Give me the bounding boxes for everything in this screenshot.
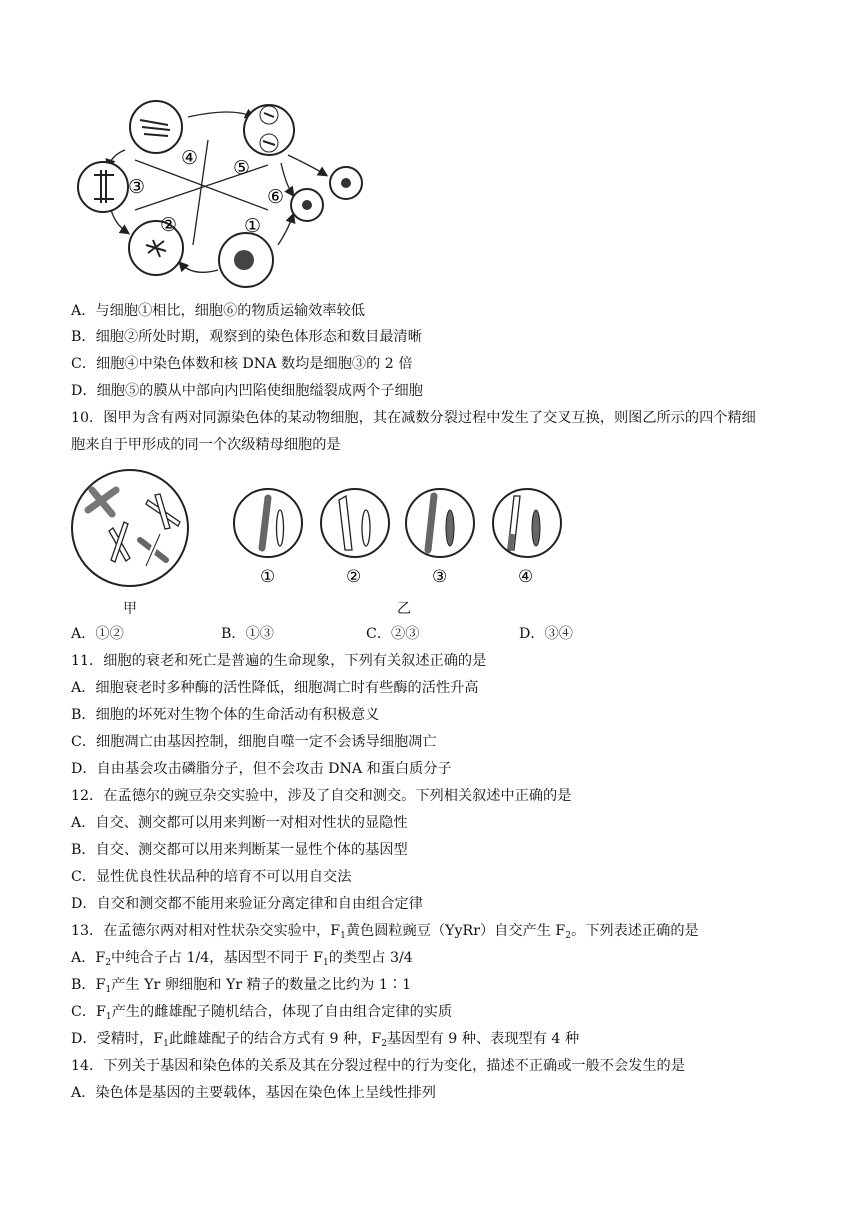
cell-yi-2 bbox=[321, 489, 389, 557]
cell-yi-1 bbox=[234, 489, 302, 557]
label-4: ④ bbox=[181, 147, 199, 169]
q13-option-a: A．$F_2$中纯合子占 1/4，基因型不同于 $F_1$的类型占 3/4 bbox=[71, 950, 413, 968]
q10-option-d: D．③④ bbox=[519, 626, 573, 642]
q11-option-a: A．细胞衰老时多种酶的活性降低，细胞凋亡时有些酶的活性升高 bbox=[71, 680, 479, 696]
q10-stem-line2: 胞来自于甲形成的同一个次级精母细胞的是 bbox=[71, 437, 341, 453]
q14-stem: 14．下列关于基因和染色体的关系及其在分裂过程中的行为变化，描述不正确或一般不会发生的是 bbox=[71, 1058, 685, 1074]
q10-option-b: B．①③ bbox=[221, 626, 274, 642]
q13-stem: 13．在孟德尔两对相对性状杂交实验中，$F_1$黄色圆粒豌豆（YyRr）自交产生 $F_2$。下列表述正确的是 bbox=[71, 923, 699, 941]
q12-option-d: D．自交和测交都不能用来验证分离定律和自由组合定律 bbox=[71, 896, 423, 912]
q12-option-c: C．显性优良性状品种的培育不可以用自交法 bbox=[71, 869, 352, 885]
label-2: ② bbox=[160, 214, 178, 236]
q9-option-c: C．细胞④中染色体数和核 DNA 数均是细胞③的 2 倍 bbox=[71, 356, 413, 372]
cell-5 bbox=[244, 105, 294, 155]
q13-option-c: C．$F_1$产生的雌雄配子随机结合，体现了自由组合定律的实质 bbox=[71, 1004, 453, 1022]
label-3: ③ bbox=[128, 176, 146, 198]
q13-option-b: B．$F_1$产生 Yr 卵细胞和 Yr 精子的数量之比约为 1∶1 bbox=[71, 977, 412, 995]
cell-yi-3 bbox=[406, 489, 474, 557]
q12-option-a: A．自交、测交都可以用来判断一对相对性状的显隐性 bbox=[71, 815, 408, 831]
figure-label-jia: 甲 bbox=[123, 601, 137, 617]
figure-label-yi: 乙 bbox=[397, 601, 411, 617]
q9-option-d: D．细胞⑤的膜从中部向内凹陷使细胞缢裂成两个子细胞 bbox=[71, 383, 423, 399]
q12-option-b: B．自交、测交都可以用来判断某一显性个体的基因型 bbox=[71, 842, 408, 858]
q9-option-a: A．与细胞①相比，细胞⑥的物质运输效率较低 bbox=[71, 303, 365, 319]
label-5: ⑤ bbox=[233, 157, 251, 179]
q9-option-b: B．细胞②所处时期，观察到的染色体形态和数目最清晰 bbox=[71, 329, 422, 345]
q10-options bbox=[71, 624, 573, 644]
q14-option-a: A．染色体是基因的主要载体，基因在染色体上呈线性排列 bbox=[71, 1085, 436, 1101]
label-6: ⑥ bbox=[267, 186, 285, 208]
cell-cycle-figure bbox=[68, 95, 368, 290]
label-1: ① bbox=[244, 215, 262, 237]
cell-6 bbox=[291, 189, 323, 221]
yi-label-4: ④ bbox=[518, 567, 534, 587]
q11-option-b: B．细胞的坏死对生物个体的生命活动有积极意义 bbox=[71, 707, 380, 723]
q11-stem: 11．细胞的衰老和死亡是普遍的生命现象，下列有关叙述正确的是 bbox=[71, 653, 487, 669]
q11-option-d: D．自由基会攻击磷脂分子，但不会攻击 DNA 和蛋白质分子 bbox=[71, 761, 452, 777]
q10-stem-line1: 10．图甲为含有两对同源染色体的某动物细胞，其在减数分裂过程中发生了交叉互换，则图乙所示的四个精细 bbox=[71, 410, 756, 426]
yi-label-2: ② bbox=[346, 567, 362, 587]
q12-stem: 12．在孟德尔的豌豆杂交实验中，涉及了自交和测交。下列相关叙述中正确的是 bbox=[71, 788, 572, 804]
cell-yi-4 bbox=[493, 489, 561, 557]
chromosome-figure bbox=[68, 466, 563, 592]
cell-jia bbox=[72, 470, 188, 586]
q13-option-d: D．受精时，$F_1$此雌雄配子的结合方式有 9 种，$F_2$基因型有 9 种、表现型有 4 种 bbox=[71, 1031, 580, 1049]
cell-1 bbox=[219, 233, 273, 287]
yi-label-3: ③ bbox=[432, 567, 448, 587]
q10-option-a: A．①② bbox=[71, 626, 124, 642]
q10-option-c: C．②③ bbox=[366, 626, 420, 642]
cell-3 bbox=[78, 162, 128, 212]
yi-label-1: ① bbox=[260, 567, 276, 587]
cell-4 bbox=[130, 101, 182, 153]
q11-option-c: C．细胞凋亡由基因控制，细胞自噬一定不会诱导细胞凋亡 bbox=[71, 734, 437, 750]
daughter-cell bbox=[330, 167, 362, 199]
